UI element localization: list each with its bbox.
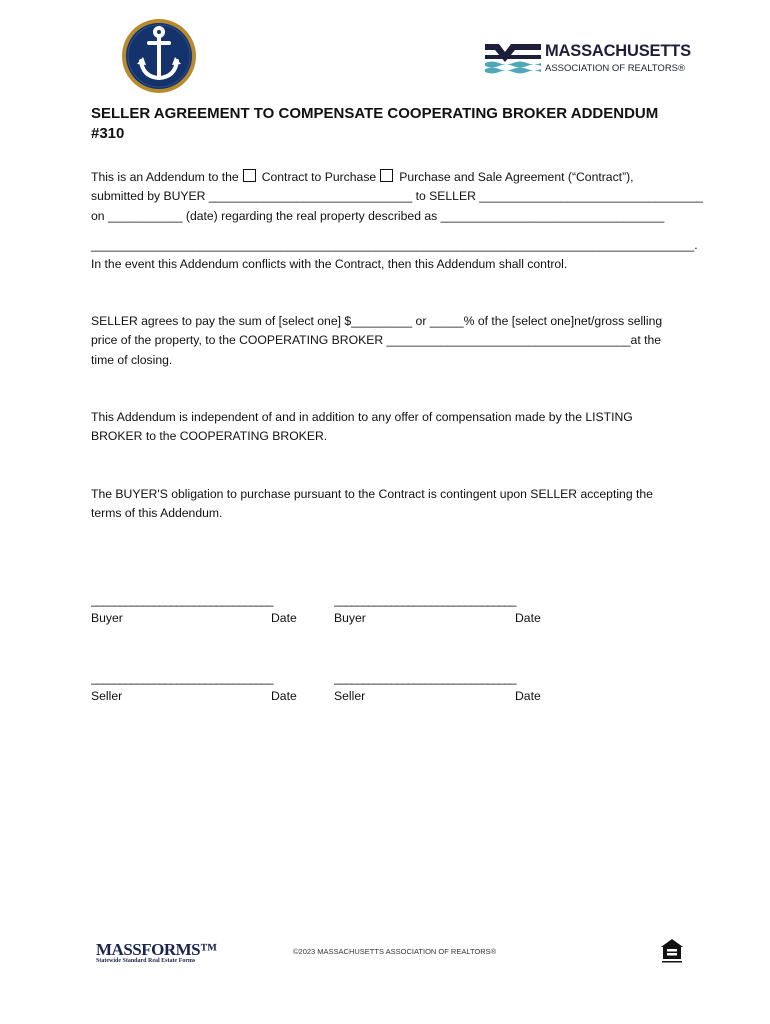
document-title: SELLER AGREEMENT TO COMPENSATE COOPERATING BROKER ADDENDUM #310 — [91, 105, 659, 142]
buyer-2-date-label: Date — [515, 611, 541, 625]
intro-line-4: _________________________________________________________________________________________. — [91, 237, 698, 252]
massforms-logo — [96, 940, 217, 964]
option-contract-to-purchase: Contract to Purchase — [261, 170, 377, 184]
mar-wave-logo-icon — [485, 42, 541, 74]
association-subtitle: ASSOCIATION OF REALTORS® — [545, 63, 686, 74]
intro-line-2: submitted by BUYER ______________________________ to SELLER _________________________________ — [91, 189, 703, 204]
independence-line-2: BROKER to the COOPERATING BROKER. — [91, 429, 328, 444]
independence-line-1: This Addendum is independent of and in addition to any offer of compensation made by the LISTING — [91, 410, 633, 424]
seller-1-label: Seller — [91, 689, 123, 703]
massforms-tagline: Statewide Standard Real Estate Forms — [96, 958, 196, 964]
contract-to-purchase-checkbox[interactable] — [243, 169, 256, 182]
independence-paragraph — [91, 408, 681, 447]
anchor-seal-icon — [121, 17, 197, 95]
seller-1-signature-line[interactable]: ________________________________ — [91, 671, 273, 685]
equal-housing-icon — [660, 938, 684, 964]
buyer-1-signature-line[interactable]: ________________________________ — [91, 593, 273, 607]
payment-line-2: price of the property, to the COOPERATING BROKER ____________________________________at the — [91, 333, 662, 348]
contingency-line-2: terms of this Addendum. — [91, 506, 223, 521]
option-purchase-and-sale: Purchase and Sale Agreement (“Contract”), — [399, 170, 634, 184]
massforms-name: MASSFORMS™ — [96, 940, 217, 959]
buyer-1-date-label: Date — [271, 611, 297, 625]
buyer-1-label: Buyer — [91, 611, 123, 625]
intro-line-1 — [91, 168, 681, 187]
payment-paragraph — [91, 312, 681, 370]
payment-line-1: SELLER agrees to pay the sum of [select one] $_________ or _____% of the [select one]net/gross selling — [91, 314, 663, 328]
association-name: MASSACHUSETTS — [545, 42, 691, 60]
intro-paragraph — [91, 168, 703, 274]
buyer-2-signature-line[interactable]: ________________________________ — [334, 593, 516, 607]
buyer-2-label: Buyer — [334, 611, 366, 625]
intro-text: This is an Addendum to the — [91, 170, 239, 184]
seller-2-signature-line[interactable]: ________________________________ — [334, 671, 516, 685]
contingency-paragraph — [91, 485, 681, 524]
seller-2-date-label: Date — [515, 689, 541, 703]
intro-line-3: on ___________ (date) regarding the real property described as _________________________________ — [91, 208, 665, 223]
seller-2-label: Seller — [334, 689, 366, 703]
payment-line-3: time of closing. — [91, 352, 173, 367]
intro-line-5: In the event this Addendum conflicts with the Contract, then this Addendum shall control. — [91, 257, 568, 272]
purchase-and-sale-checkbox[interactable] — [380, 169, 393, 182]
contingency-line-1: The BUYER'S obligation to purchase pursuant to the Contract is contingent upon SELLER accepting the — [91, 487, 653, 501]
seller-1-date-label: Date — [271, 689, 297, 703]
copyright-notice: ©2023 MASSACHUSETTS ASSOCIATION OF REALTORS® — [293, 947, 497, 956]
